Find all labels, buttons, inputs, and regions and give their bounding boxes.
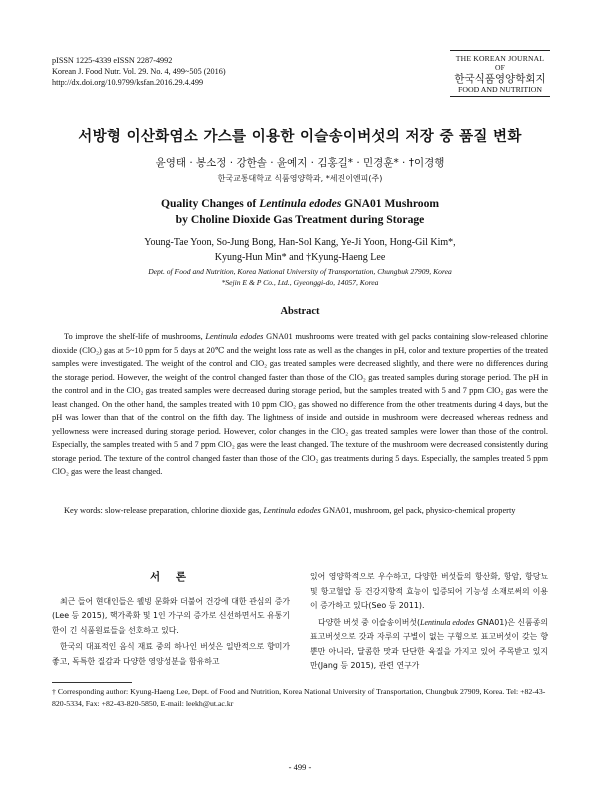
title-en-part: Quality Changes of bbox=[160, 197, 260, 210]
authors-en-line1: Young-Tae Yoon, So-Jung Bong, Han-Sol Kang, Ye-Ji Yoon, Hong-Gil Kim*, bbox=[144, 237, 456, 248]
affiliation-en-2: *Sejin E & P Co., Ltd., Gyeonggi-do, 14057, Korea bbox=[221, 278, 379, 287]
journal-name-line3: FOOD AND NUTRITION bbox=[450, 85, 550, 97]
corresponding-author-footnote: † Corresponding author: Kyung-Haeng Lee, Dept. of Food and Nutrition, Korea National University of Transportation, Chungbuk 27909, Korea. Tel: +82-43-820-5334, Fax: +82-43-820-5850, E-mail: leekh@ut.ac.kr bbox=[52, 687, 546, 708]
footnote-divider bbox=[52, 682, 132, 683]
keywords-species: Lentinula edodes bbox=[263, 506, 321, 515]
keywords bbox=[64, 504, 548, 517]
authors-english bbox=[0, 235, 600, 265]
intro-text: GNA01)은 신품종의 표고버섯으로 갓과 자루의 구별이 없는 구형으로 표고버섯이 갖는 향뿐만 아니라, 달콤한 맛과 단단한 육질을 가지고 있어 주목받고 있지만(Jang 등 2015), 관련 연구가 bbox=[310, 617, 548, 670]
body-column-right bbox=[310, 570, 548, 676]
abstract-text: GNA01 mushrooms were treated with gel packs containing slow-released chlorine dioxide (ClO₂) gas at 5~10 ppm for 5 days at 20℃ and the weight loss rate as well as the changes in pH, color and texture properties of the treated samples were investigated. The weight of the control and ClO₂ gas treated samples were decreased slightly, and there were no differences during the storage period. However, the weight of the control changed faster than those of the ClO₂ gas treated samples during storage period. The pH in the control and in the ClO₂ gas treated samples were decreased during storage period, but the samples treated with 5 and 7 ppm ClO₂ gas were the least changed. On the other hand, the samples treated with 10 ppm ClO₂ gas showed no difference from the other treatments during 4 days, but the pH was lower than that of the control on the fifth day. The lightness of inside and outside in mushroom were decreased whereas redness and yellowness were increased during storage period. However, color changes in the ClO₂ gas treated samples were lower than those of the control. Especially, the samples treated with 5 and 7 ppm ClO₂ gas were the least changed. The texture of the mushroom were decreased consistently during storage period. The texture of the control changed faster than those of the ClO₂ gas treatments during 5 days. Especially, the samples treated 5 ppm ClO₂ gas were the least changed. bbox=[52, 332, 548, 476]
title-en-line2: by Choline Dioxide Gas Treatment during Storage bbox=[175, 213, 425, 226]
title-en-species: Lentinula edodes bbox=[259, 197, 342, 210]
journal-name-korean: 한국식품영양학회지 bbox=[454, 73, 546, 85]
keywords-text: GNA01, mushroom, gel pack, physico-chemical property bbox=[320, 506, 516, 515]
intro-text: 다양한 버섯 중 이슬송이버섯( bbox=[318, 617, 421, 627]
affiliation-en-1: Dept. of Food and Nutrition, Korea National University of Transportation, Chungbuk 27909, Korea bbox=[148, 267, 452, 276]
journal-name-line1: THE KOREAN JOURNAL OF bbox=[450, 50, 550, 72]
intro-paragraph bbox=[310, 616, 548, 674]
keywords-label: Key words: bbox=[64, 506, 103, 515]
title-korean: 서방형 이산화염소 가스를 이용한 이슬송이버섯의 저장 중 품질 변화 bbox=[78, 129, 522, 145]
title-english bbox=[0, 196, 600, 228]
citation-line: Korean J. Food Nutr. Vol. 29. No. 4, 499~505 (2016) bbox=[52, 67, 226, 76]
abstract-heading: Abstract bbox=[280, 306, 320, 317]
intro-species: Lentinula edodes bbox=[420, 617, 475, 627]
abstract-body bbox=[52, 330, 548, 479]
page-number: - 499 - bbox=[288, 762, 312, 772]
authors-en-line2: Kyung-Hun Min* and †Kyung-Haeng Lee bbox=[214, 252, 386, 263]
doi-link[interactable]: http://dx.doi.org/10.9799/ksfan.2016.29.4.499 bbox=[52, 78, 204, 87]
journal-logo bbox=[450, 50, 550, 97]
intro-paragraph: 한국의 대표적인 음식 재료 중의 하나인 버섯은 일반적으로 향미가 좋고, 독특한 질감과 다양한 영양성분을 함유하고 bbox=[52, 642, 290, 666]
body-column-left bbox=[52, 570, 290, 671]
publication-info bbox=[52, 55, 226, 88]
section-heading-intro: 서 론 bbox=[150, 571, 192, 583]
title-en-part: GNA01 Mushroom bbox=[341, 197, 440, 210]
affiliation-english bbox=[0, 266, 600, 288]
keywords-text: slow-release preparation, chlorine dioxide gas, bbox=[102, 506, 264, 515]
issn-line: pISSN 1225-4339 eISSN 2287-4992 bbox=[52, 56, 173, 65]
authors-korean: 윤영태 · 봉소정 · 강한솔 · 윤예지 · 김홍길* · 민경훈* · †이경행 bbox=[155, 157, 445, 169]
abstract-species: Lentinula edodes bbox=[205, 332, 264, 341]
intro-paragraph: 있어 영양학적으로 우수하고, 다양한 버섯들의 항산화, 항암, 항당뇨 및 항고혈압 등 건강지향적 효능이 입증되어 기능성 소재로써의 이용이 증가하고 있다(Seo 등 2011). bbox=[310, 572, 548, 610]
affiliation-korean: 한국교통대학교 식품영양학과, *세진이엔피(주) bbox=[217, 174, 383, 183]
abstract-text: To improve the shelf-life of mushrooms, bbox=[64, 332, 206, 341]
intro-paragraph: 최근 들어 현대인들은 웰빙 문화와 더불어 건강에 대한 관심의 증가(Lee 등 2015), 핵가족화 및 1인 가구의 증가로 신선하면서도 유통기한이 긴 식품원료들을 선호하고 있다. bbox=[52, 596, 290, 635]
